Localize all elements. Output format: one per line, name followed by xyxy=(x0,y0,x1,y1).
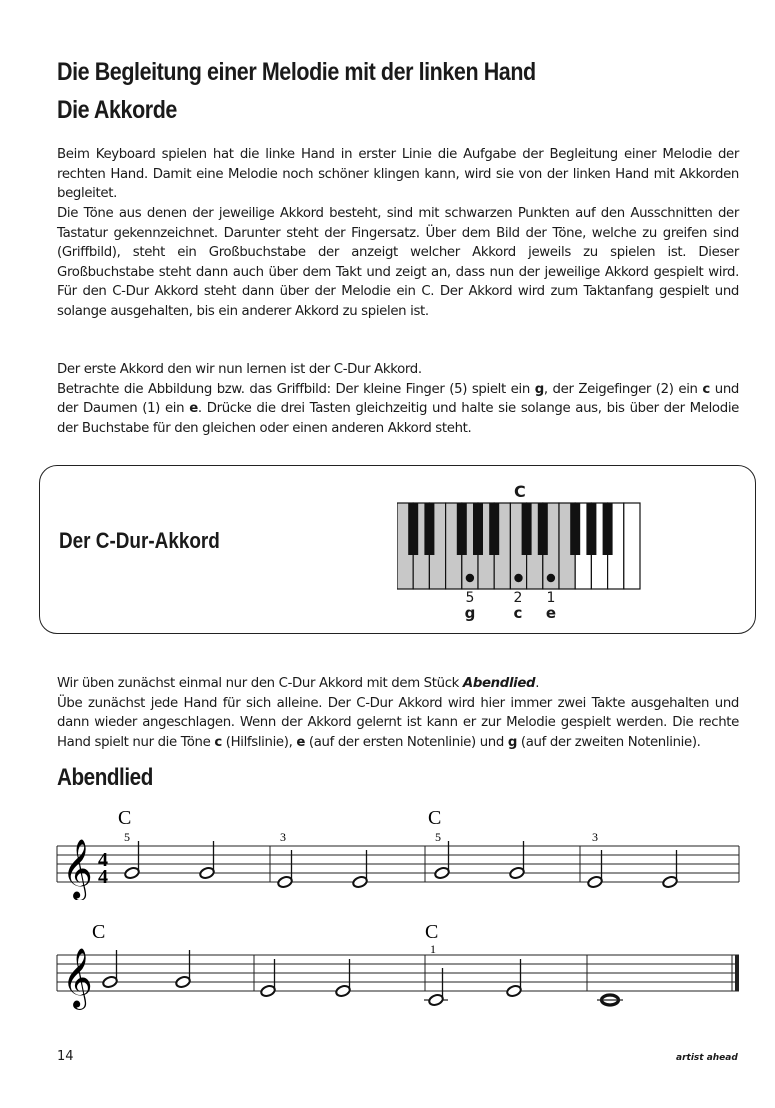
black-key xyxy=(522,503,532,555)
time-signature-bottom: 4 xyxy=(98,866,108,888)
finger-1: 1 xyxy=(546,590,556,606)
white-key xyxy=(624,503,640,589)
key-dot xyxy=(514,574,522,582)
chord-box-title: Der C-Dur-Akkord xyxy=(59,528,220,553)
half-note xyxy=(662,850,678,889)
finger-5: 5 xyxy=(465,590,475,606)
chord-symbol: C xyxy=(118,807,132,829)
half-note xyxy=(335,959,351,998)
fingering: 5 xyxy=(435,830,441,844)
piece-title: Abendlied xyxy=(57,764,153,791)
fingering: 5 xyxy=(124,830,130,844)
keyboard-chord-label: C xyxy=(514,482,526,501)
half-note xyxy=(102,950,118,989)
page-title: Die Begleitung einer Melodie mit der linken Hand xyxy=(57,58,536,86)
half-note xyxy=(506,959,522,998)
treble-clef: 𝄞 xyxy=(62,841,93,898)
black-key xyxy=(586,503,596,555)
note-c: c xyxy=(702,381,710,397)
chord-note-g: g xyxy=(464,604,476,622)
chord-symbol: C xyxy=(428,807,442,829)
black-key xyxy=(408,503,418,555)
half-note xyxy=(277,850,293,889)
brand-logo-text: artist ahead xyxy=(676,1053,738,1063)
black-key xyxy=(603,503,613,555)
note-e: e xyxy=(189,401,198,417)
paragraph-first-chord: Der erste Akkord den wir nun lernen ist der C-Dur Akkord. Betrachte die Abbildung bzw. das Griffbild: Der kleine Finger (5) spielt ein g, der Zeigefinger (2) ein c und der Daumen (1) ein e. Drücke die drei Tasten gleichzeitig und halte sie solange aus, bis über der Melodie der Buchstabe für den gleichen oder einen anderen Akkord steht. xyxy=(57,362,740,436)
black-key xyxy=(570,503,580,555)
piece-reference: Abendlied xyxy=(462,676,536,691)
black-key xyxy=(473,503,483,555)
half-note xyxy=(175,950,191,989)
first-chord-line: Der erste Akkord den wir nun lernen ist der C-Dur Akkord. xyxy=(57,362,422,377)
note-g: g xyxy=(534,381,544,397)
key-dot xyxy=(466,574,474,582)
finger-2: 2 xyxy=(513,590,523,606)
treble-clef: 𝄞 xyxy=(62,950,93,1007)
chord-symbol: C xyxy=(425,921,439,943)
half-note xyxy=(509,841,525,880)
paragraph-practice: Wir üben zunächst einmal nur den C-Dur Akkord mit dem Stück Abendlied. Übe zunächst jede Hand für sich alleine. Der C-Dur Akkord wird hier immer zwei Takte ausgehalten und dann wieder angeschlagen. Wenn der Akkord gelernt ist kann er zur Melodie gespielt werden. Die rechte Hand spielt nur die Töne c (Hilfslinie), e (auf der ersten Notenlinie) und g (auf der zweiten Notenlinie). xyxy=(57,676,739,750)
chord-note-e: e xyxy=(545,604,557,622)
half-note xyxy=(424,968,448,1007)
half-note xyxy=(124,841,140,880)
time-signature-top: 4 xyxy=(98,849,108,871)
black-key xyxy=(538,503,548,555)
half-note xyxy=(352,850,368,889)
black-key xyxy=(489,503,499,555)
section-title: Die Akkorde xyxy=(57,96,177,124)
page-number: 14 xyxy=(57,1049,74,1064)
fingering: 3 xyxy=(592,830,598,844)
half-note xyxy=(199,841,215,880)
black-key xyxy=(457,503,467,555)
fingering: 3 xyxy=(280,830,286,844)
chord-note-c: c xyxy=(513,604,523,622)
half-note xyxy=(434,841,450,880)
chord-symbol: C xyxy=(92,921,106,943)
score-system-1 xyxy=(50,800,750,900)
fingering: 1 xyxy=(430,942,436,956)
key-dot xyxy=(547,574,555,582)
keyboard-diagram xyxy=(397,502,643,590)
black-key xyxy=(424,503,434,555)
paragraph-intro: Beim Keyboard spielen hat die linke Hand in erster Linie die Aufgabe der Begleitung einer Melodie der rechten Hand. Damit eine Melodie noch schöner klingen kann, wird sie von der linken Hand mit Akkorden begleitet. xyxy=(57,147,739,202)
half-note xyxy=(260,959,276,998)
score-system-2 xyxy=(50,915,750,1015)
paragraph-chord-explanation: Die Töne aus denen der jeweilige Akkord besteht, sind mit schwarzen Punkten auf den Ausschnitten der Tastatur gekennzeichnet. Darunter steht der Fingersatz. Über dem Bild der Töne, welche zu greifen sind (Griffbild), steht ein Großbuchstabe der anzeigt welcher Akkord jeweils zu spielen ist. Dieser Großbuchstabe steht dann auch über dem Takt und zeigt an, dass nun der jeweilige Akkord gespielt wird. Für den C-Dur Akkord steht dann über der Melodie ein C. Der Akkord wird zum Taktanfang gespielt und solange ausgehalten, bis ein anderer Akkord zu spielen ist. xyxy=(57,206,739,319)
half-note xyxy=(587,850,603,889)
